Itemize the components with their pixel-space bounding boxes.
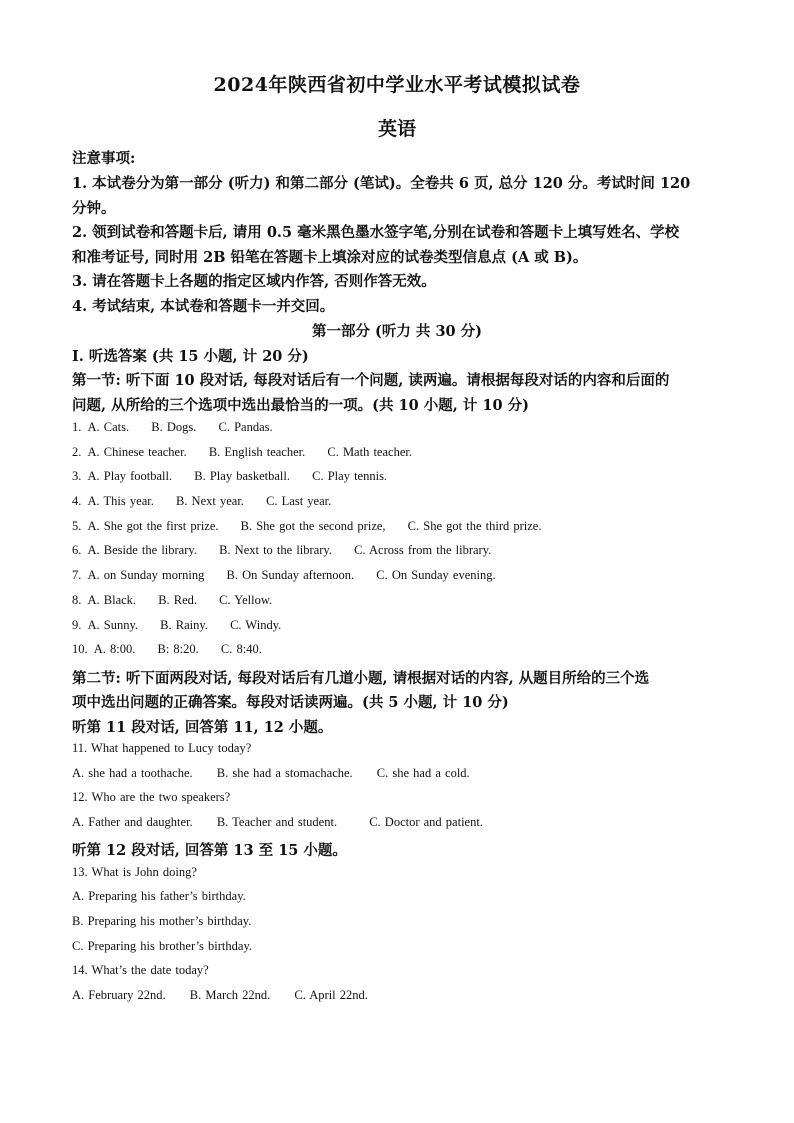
- option-c: C. 8:40.: [220, 642, 262, 656]
- question-13-option-c: C. Preparing his brother’s birthday.: [72, 939, 253, 953]
- option-b: B. On Sunday afternoon.: [226, 568, 355, 582]
- option-a: A. Chinese teacher.: [87, 445, 187, 459]
- option-a: A. Black.: [87, 593, 137, 607]
- notice-item-2: 2. 领到试卷和答题卡后, 请用 0.5 毫米黑色墨水签字笔,分别在试卷和答题卡上填写姓名、学校: [72, 224, 680, 241]
- notice-item-4: 4. 考试结束, 本试卷和答题卡一并交回。: [72, 298, 335, 315]
- question-2: [72, 445, 732, 460]
- option-c: C. Math teacher.: [327, 445, 412, 459]
- option-a: A. Sunny.: [87, 618, 139, 632]
- notice-item-2-cont: 和准考证号, 同时用 2B 铅笔在答题卡上填涂对应的试卷类型信息点 (A 或 B)。: [72, 249, 588, 266]
- option-b: B. Play basketball.: [194, 469, 291, 483]
- question-12-options: [72, 815, 732, 830]
- section1-intro-line1: 第一节: 听下面 10 段对话, 每段对话后有一个问题, 读两遍。请根据每段对话的内容和后面的: [72, 372, 670, 389]
- option-c: C. she had a cold.: [376, 766, 470, 780]
- notice-item-3: 3. 请在答题卡上各题的指定区域内作答, 否则作答无效。: [72, 273, 436, 290]
- section2-intro-line1: 第二节: 听下面两段对话, 每段对话后有几道小题, 请根据对话的内容, 从题目所给的三个选: [72, 670, 650, 687]
- question-number: 2.: [72, 445, 82, 459]
- question-5: [72, 519, 732, 534]
- option-c: C. Doctor and patient.: [369, 815, 483, 829]
- question-6: [72, 543, 732, 558]
- question-number: 4.: [72, 494, 82, 508]
- question-8: [72, 593, 732, 608]
- question-10: [72, 642, 732, 657]
- option-a: A. she had a toothache.: [72, 766, 193, 780]
- question-13-option-b: B. Preparing his mother’s birthday.: [72, 914, 252, 928]
- question-number: 9.: [72, 618, 82, 632]
- question-number: 8.: [72, 593, 82, 607]
- option-b: B. Dogs.: [151, 420, 197, 434]
- question-11-options: [72, 766, 732, 781]
- option-c: C. Yellow.: [219, 593, 273, 607]
- question-number: 6.: [72, 543, 82, 557]
- option-c: C. Last year.: [266, 494, 332, 508]
- question-1: [72, 420, 732, 435]
- option-a: A. 8:00.: [93, 642, 136, 656]
- option-a: A. Father and daughter.: [72, 815, 193, 829]
- option-c: C. Windy.: [230, 618, 282, 632]
- option-b: B. Red.: [158, 593, 198, 607]
- subject-title: 英语: [377, 118, 416, 140]
- section-I-heading: I. 听选答案 (共 15 小题, 计 20 分): [72, 348, 309, 365]
- question-14-options: [72, 988, 732, 1003]
- question-9: [72, 618, 732, 633]
- option-a: A. Play football.: [87, 469, 173, 483]
- question-number: 1.: [72, 420, 82, 434]
- question-3: [72, 469, 732, 484]
- question-number: 10.: [72, 642, 88, 656]
- notice-item-1-cont: 分钟。: [72, 200, 116, 217]
- option-b: B: 8:20.: [157, 642, 199, 656]
- option-b: B. English teacher.: [208, 445, 306, 459]
- part1-heading: 第一部分 (听力 共 30 分): [311, 323, 483, 340]
- notice-heading: 注意事项:: [72, 150, 136, 167]
- question-11-stem: 11. What happened to Lucy today?: [72, 741, 252, 755]
- option-a: A. on Sunday morning: [87, 568, 205, 582]
- question-7: [72, 568, 732, 583]
- notice-item-1: 1. 本试卷分为第一部分 (听力) 和第二部分 (笔试)。全卷共 6 页, 总分 120 分。考试时间 120: [72, 175, 691, 192]
- option-c: C. On Sunday evening.: [376, 568, 496, 582]
- option-a: A. February 22nd.: [72, 988, 166, 1002]
- question-number: 3.: [72, 469, 82, 483]
- section1-intro-line2: 问题, 从所给的三个选项中选出最恰当的一项。(共 10 小题, 计 10 分): [72, 397, 529, 414]
- option-b: B. Rainy.: [160, 618, 208, 632]
- option-c: C. She got the third prize.: [407, 519, 542, 533]
- option-c: C. Pandas.: [218, 420, 273, 434]
- option-b: B. Next year.: [175, 494, 244, 508]
- option-c: C. April 22nd.: [294, 988, 368, 1002]
- question-number: 7.: [72, 568, 82, 582]
- option-b: B. Teacher and student.: [216, 815, 338, 829]
- question-14-stem: 14. What’s the date today?: [72, 963, 209, 977]
- question-4: [72, 494, 732, 509]
- option-c: C. Play tennis.: [312, 469, 388, 483]
- option-c: C. Across from the library.: [354, 543, 492, 557]
- question-12-stem: 12. Who are the two speakers?: [72, 790, 231, 804]
- option-b: B. Next to the library.: [219, 543, 332, 557]
- question-13-option-a: A. Preparing his father’s birthday.: [72, 889, 246, 903]
- dialogue-11-heading: 听第 11 段对话, 回答第 11, 12 小题。: [72, 719, 333, 736]
- option-b: B. March 22nd.: [189, 988, 271, 1002]
- option-b: B. she had a stomachache.: [216, 766, 353, 780]
- option-a: A. Cats.: [87, 420, 130, 434]
- exam-title: 2024年陕西省初中学业水平考试模拟试卷: [213, 74, 581, 96]
- option-a: A. Beside the library.: [87, 543, 197, 557]
- option-b: B. She got the second prize,: [240, 519, 386, 533]
- option-a: A. She got the first prize.: [87, 519, 219, 533]
- dialogue-12-heading: 听第 12 段对话, 回答第 13 至 15 小题。: [72, 842, 347, 859]
- question-number: 5.: [72, 519, 82, 533]
- section2-intro-line2: 项中选出问题的正确答案。每段对话读两遍。(共 5 小题, 计 10 分): [72, 694, 509, 711]
- question-13-stem: 13. What is John doing?: [72, 865, 197, 879]
- option-a: A. This year.: [87, 494, 154, 508]
